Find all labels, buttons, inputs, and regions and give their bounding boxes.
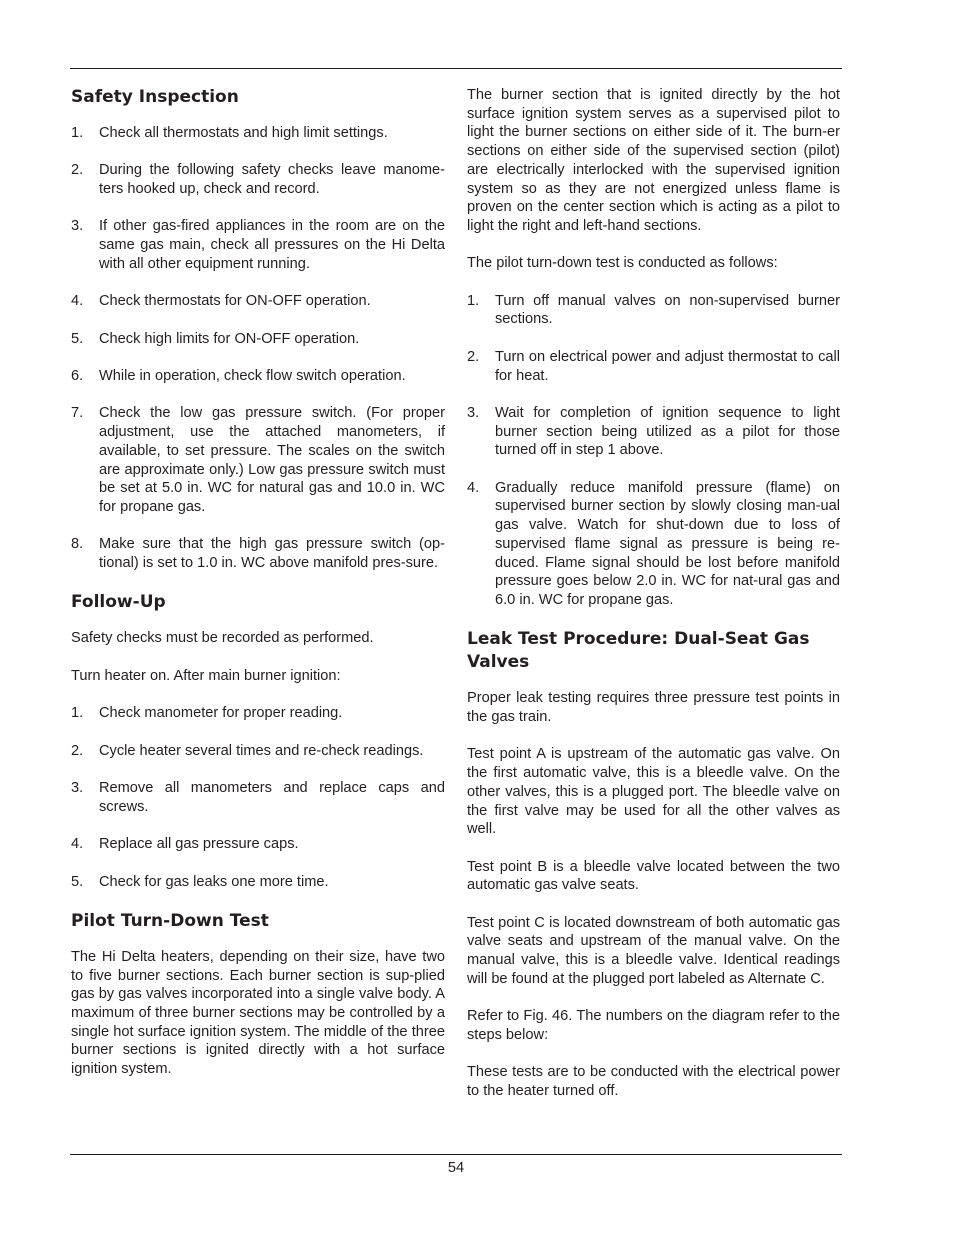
leak-paragraph: Test point A is upstream of the automatic gas valve. On the first automatic valve, this is a bleedle valve. On the other valves, this is a plugged port. The bleedle valve on the first valve may be used for all the other valves as well.: [467, 746, 840, 838]
leak-paragraph: Test point C is located downstream of both automatic gas valve seats and upstream of the manual valve. On the manual valve, this is a bleedle valve. Identical readings will be found at the plugged port labeled as Alternate C.: [467, 914, 840, 987]
list-item: 3. If other gas-fired appliances in the room are on the same gas main, check all pressures on the Hi Delta with all other equipment running.: [71, 218, 445, 272]
leak-paragraph: Refer to Fig. 46. The numbers on the diagram refer to the steps below:: [467, 1008, 840, 1043]
list-item: 3. Wait for completion of ignition sequence to light burner section being utilized as a pilot for those turned off in step 1 above.: [467, 404, 840, 459]
list-item: 4. Gradually reduce manifold pressure (flame) on supervised burner section by slowly closing man-ual gas valve. Watch for shut-down due to loss of supervised flame signal as pressure is being re-duced. Flame signal should be lost before manifold pressure goes below 2.0 in. WC for nat-ural gas and 6.0 in. WC for propane gas.: [467, 479, 840, 608]
list-item: 2. Cycle heater several times and re-check readings.: [71, 742, 424, 759]
list-item: 4. Replace all gas pressure caps.: [71, 836, 299, 853]
list-item: 1. Check manometer for proper reading.: [71, 705, 343, 722]
list-item: 8. Make sure that the high gas pressure switch (op-tional) is set to 1.0 in. WC above manifold pres-sure.: [71, 536, 445, 572]
list-item: 7. Check the low gas pressure switch. (For proper adjustment, use the attached manometers, if available, to set pressure. The scales on the switch are approximate only.) Low gas pressure switch must be set at 5.0 in. WC for natural gas and 10.0 in. WC for propane gas.: [71, 405, 445, 515]
left-column: [71, 86, 445, 1098]
list-item: 1. Check all thermostats and high limit settings.: [71, 125, 388, 141]
bottom-rule: [70, 1154, 842, 1155]
top-rule: [70, 68, 842, 69]
follow-up-heading: Follow-Up: [71, 592, 166, 613]
follow-up-list: [71, 704, 445, 891]
leak-paragraph: Test point B is a bleedle valve located between the two automatic gas valve seats.: [467, 858, 840, 894]
follow-up-paragraph: Turn heater on. After main burner ignition:: [71, 667, 341, 684]
list-item: 5. Check high limits for ON-OFF operation.: [71, 330, 360, 347]
leak-paragraph: These tests are to be conducted with the electrical power to the heater turned off.: [467, 1064, 840, 1099]
page-number: 54: [447, 1160, 465, 1176]
leak-test-heading: Leak Test Procedure: Dual-Seat Gas Valves: [467, 629, 810, 673]
leak-paragraph: Proper leak testing requires three pressure test points in the gas train.: [467, 690, 840, 725]
pilot-paragraph: The Hi Delta heaters, depending on their size, have two to five burner sections. Each burner section is sup-plied gas by gas valves incorporated into a single valve body. A maximum of three burner sections may be controlled by a single hot surface ignition system. The middle of the three burner sections is ignited directly with a hot surface ignition system.: [71, 948, 445, 1078]
right-column: [467, 86, 840, 1119]
list-item: 2. During the following safety checks leave manome-ters hooked up, check and record.: [71, 162, 445, 198]
safety-inspection-heading: Safety Inspection: [71, 87, 239, 107]
list-item: 4. Check thermostats for ON-OFF operation.: [71, 293, 371, 310]
safety-inspection-list: [71, 124, 445, 573]
list-item: 6. While in operation, check flow switch operation.: [71, 368, 406, 385]
follow-up-paragraph: Safety checks must be recorded as performed.: [71, 630, 374, 647]
pilot-test-intro: The pilot turn-down test is conducted as follows:: [467, 255, 778, 272]
burner-section-paragraph: The burner section that is ignited directly by the hot surface ignition system serves as a supervised pilot to light the burner sections on either side of it. The burn-er sections on either side of the supervised section (pilot) are electrically interlocked with the supervised ignition system so as they are not energized unless flame is proven on the center section which is acting as a pilot to light the right and left-hand sections.: [467, 87, 840, 234]
pilot-test-list: [467, 292, 840, 610]
list-item: 1. Turn off manual valves on non-supervised burner sections.: [467, 292, 840, 328]
pilot-turn-down-heading: Pilot Turn-Down Test: [71, 910, 269, 931]
list-item: 3. Remove all manometers and replace caps and screws.: [71, 780, 445, 815]
list-item: 2. Turn on electrical power and adjust thermostat to call for heat.: [467, 348, 840, 384]
list-item: 5. Check for gas leaks one more time.: [71, 873, 329, 890]
